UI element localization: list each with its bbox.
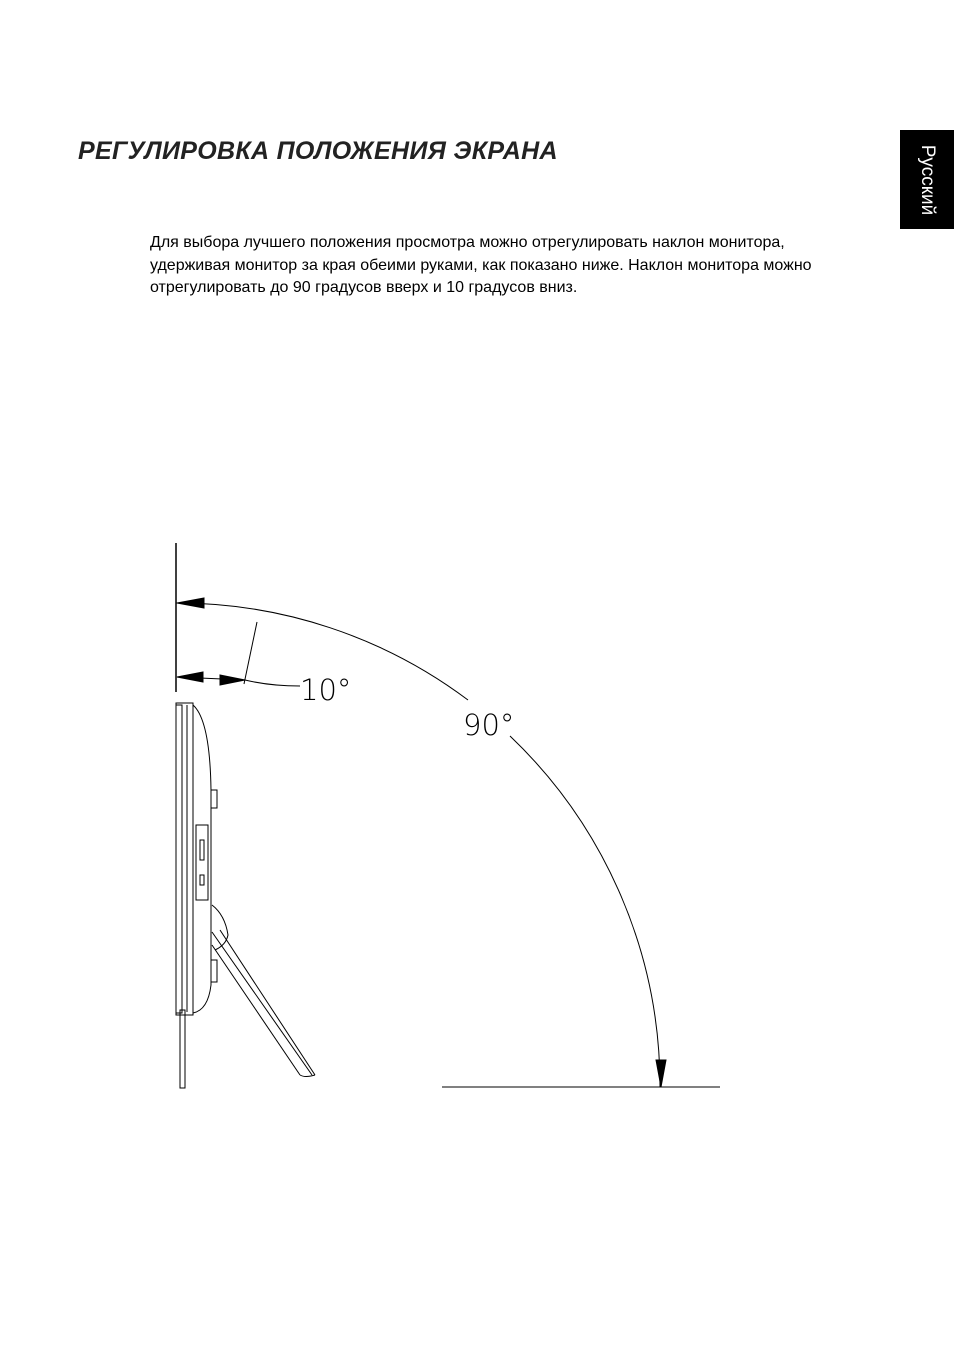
tilt-up-label: 90° — [463, 708, 515, 742]
tilt-up-arc-lower — [510, 736, 660, 1087]
page-title: РЕГУЛИРОВКА ПОЛОЖЕНИЯ ЭКРАНА — [78, 137, 558, 165]
arrowhead-left — [177, 672, 203, 682]
arrowhead-up — [177, 598, 204, 608]
monitor-side-view — [176, 703, 315, 1088]
language-tab-label: Русский — [917, 144, 938, 215]
arrowhead-right — [220, 675, 245, 685]
body-paragraph: Для выбора лучшего положения просмотра можно отрегулировать наклон монитора, удерживая монитор за края обеими руками, как показано ниже. Наклон монитора можно отрегулировать до 90 градусов вверх и 10 градусов вниз. — [150, 234, 812, 296]
tilt-down-label: 10° — [300, 673, 352, 707]
tilt-down-reference-line — [244, 622, 257, 684]
arrowhead-floor — [656, 1060, 666, 1087]
